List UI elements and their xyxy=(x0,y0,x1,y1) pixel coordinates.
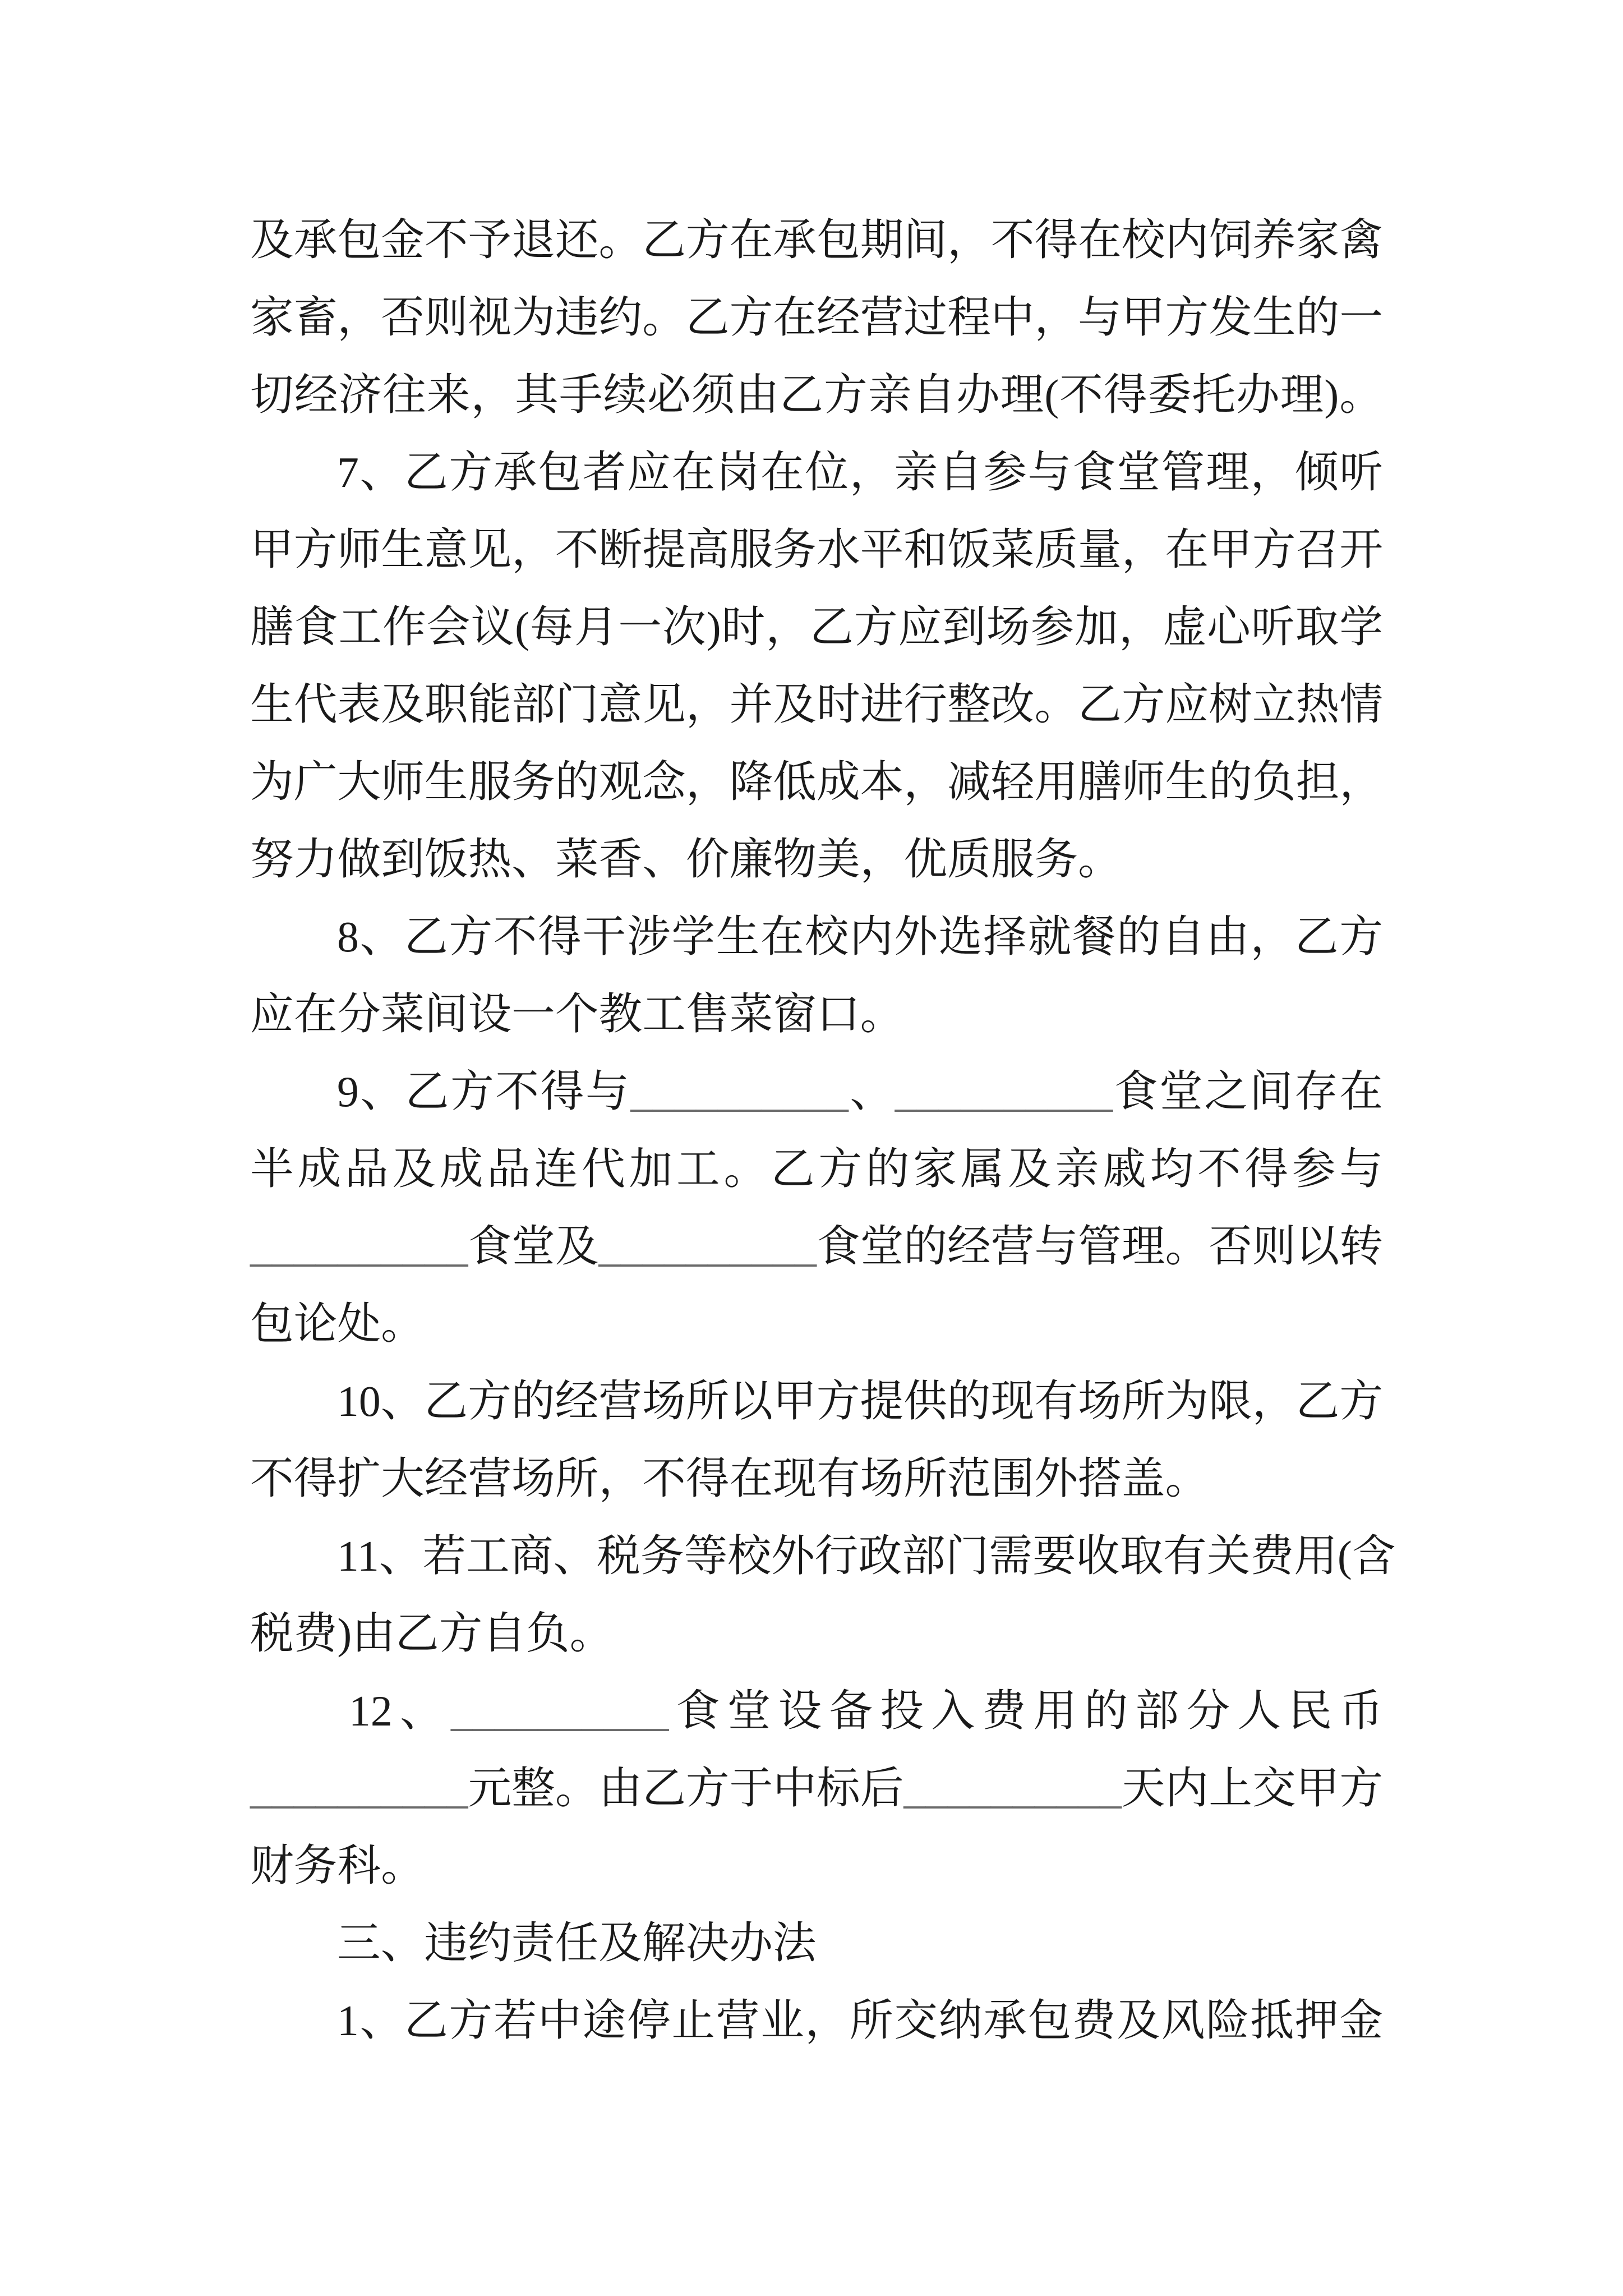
blank-field: __________ xyxy=(450,1687,669,1735)
clause-10 xyxy=(250,1363,1383,1517)
text-segment: 食堂之间存在 xyxy=(1113,1068,1384,1116)
text-line: 应在分菜间设一个教工售菜窗口。 xyxy=(250,990,904,1038)
clause-7 xyxy=(250,434,1383,898)
text-segment: 9、乙方不得与 xyxy=(337,1068,631,1116)
clause-8 xyxy=(250,898,1383,1053)
text-segment: 食堂的经营与管理。否则以转 xyxy=(816,1222,1384,1271)
section-heading-breach-liability xyxy=(250,1904,1383,1982)
text-segment: 元整。由乙方于中标后 xyxy=(468,1764,904,1812)
text-line xyxy=(250,1672,1383,1750)
contract-body xyxy=(250,201,1396,2059)
text-line: 10、乙方的经营场所以甲方提供的现有场所为限，乙方 xyxy=(337,1377,1383,1425)
text-line: 不得扩大经营场所，不得在现有场所范围外搭盖。 xyxy=(250,1455,1209,1503)
blank-field: __________ xyxy=(895,1068,1113,1116)
text-line: 为广大师生服务的观念，降低成本，减轻用膳师生的负担， xyxy=(250,758,1383,806)
text-line xyxy=(250,1053,1383,1130)
text-line: 税费)由乙方自负。 xyxy=(250,1609,614,1658)
text-segment: 12、 xyxy=(349,1687,451,1735)
text-line: 及承包金不予退还。乙方在承包期间，不得在校内饲养家禽 xyxy=(250,216,1383,264)
clause-11 xyxy=(250,1517,1396,1672)
text-line: 财务科。 xyxy=(250,1842,425,1890)
clause-12 xyxy=(250,1672,1383,1904)
text-line xyxy=(250,1208,1383,1285)
text-line: 切经济往来，其手续必须由乙方亲自办理(不得委托办理)。 xyxy=(250,371,1383,419)
text-segment: 天内上交甲方 xyxy=(1121,1764,1384,1812)
text-segment: 、 xyxy=(848,1068,895,1116)
blank-field: __________ xyxy=(250,1222,468,1271)
text-line: 努力做到饭热、菜香、价廉物美，优质服务。 xyxy=(250,835,1122,884)
text-line: 包论处。 xyxy=(250,1300,425,1348)
text-line: 半成品及成品连代加工。乙方的家属及亲戚均不得参与 xyxy=(250,1145,1383,1193)
text-line: 甲方师生意见，不断提高服务水平和饭菜质量，在甲方召开 xyxy=(250,526,1383,574)
section-heading: 三、违约责任及解决办法 xyxy=(337,1919,817,1967)
text-line: 11、若工商、税务等校外行政部门需要收取有关费用(含 xyxy=(337,1532,1396,1580)
paragraph-continuation xyxy=(250,201,1383,434)
text-line: 7、乙方承包者应在岗在位，亲自参与食堂管理，倾听 xyxy=(337,448,1383,496)
text-segment: 食堂及 xyxy=(468,1222,599,1271)
text-line: 1、乙方若中途停止营业，所交纳承包费及风险抵押金 xyxy=(337,1996,1383,2045)
text-line: 膳食工作会议(每月一次)时，乙方应到场参加，虚心听取学 xyxy=(250,603,1383,651)
clause-1 xyxy=(250,1982,1383,2059)
blank-field: __________ xyxy=(250,1764,468,1812)
text-line xyxy=(250,1750,1383,1827)
text-line: 生代表及职能部门意见，并及时进行整改。乙方应树立热情 xyxy=(250,680,1383,729)
text-segment: 食堂设备投入费用的部分人民币 xyxy=(668,1687,1384,1735)
blank-field: __________ xyxy=(630,1068,849,1116)
text-line: 8、乙方不得干涉学生在校内外选择就餐的自由，乙方 xyxy=(337,913,1383,961)
text-line: 家畜，否则视为违约。乙方在经营过程中，与甲方发生的一 xyxy=(250,293,1383,342)
clause-9 xyxy=(250,1053,1383,1363)
blank-field: __________ xyxy=(598,1222,817,1271)
blank-field: __________ xyxy=(903,1764,1122,1812)
